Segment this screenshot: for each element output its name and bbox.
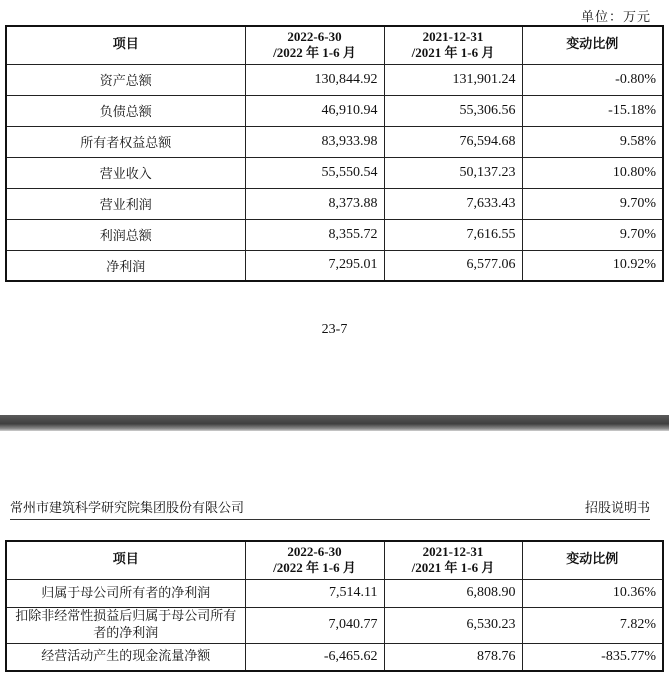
table-row — [6, 219, 663, 250]
row-value-2022: 7,295.01 — [245, 250, 384, 281]
row-label: 利润总额 — [6, 219, 245, 250]
row-label: 扣除非经常性损益后归属于母公司所有者的净利润 — [6, 607, 245, 643]
row-label: 资产总额 — [6, 64, 245, 95]
row-value-2022: 8,373.88 — [245, 188, 384, 219]
table-row — [6, 579, 663, 607]
header-period-2021-range: /2021 年 1-6 月 — [411, 45, 495, 61]
table-row — [6, 64, 663, 95]
header-period-2022 — [245, 26, 384, 64]
page-header — [10, 497, 650, 520]
row-value-2021: 50,137.23 — [384, 157, 522, 188]
row-value-2021: 6,577.06 — [384, 250, 522, 281]
row-change: 9.58% — [522, 126, 663, 157]
header-period-2021-date: 2021-12-31 — [422, 544, 484, 560]
row-value-2021: 131,901.24 — [384, 64, 522, 95]
row-change: 7.82% — [522, 607, 663, 643]
table-row — [6, 157, 663, 188]
unit-label: 单位：万元 — [580, 10, 651, 25]
row-value-2022: 8,355.72 — [245, 219, 384, 250]
header-period-2022-range: /2022 年 1-6 月 — [273, 560, 356, 576]
header-item: 项目 — [6, 26, 245, 64]
row-change: -0.80% — [522, 64, 663, 95]
table-row — [6, 126, 663, 157]
header-period-2022-date: 2022-6-30 — [287, 29, 342, 45]
header-period-2021 — [384, 541, 522, 579]
header-period-2022-range: /2022 年 1-6 月 — [273, 45, 356, 61]
financial-table-bottom — [5, 540, 664, 672]
row-value-2022: 83,933.98 — [245, 126, 384, 157]
row-value-2022: -6,465.62 — [245, 643, 384, 671]
page-separator — [0, 415, 669, 431]
header-item: 项目 — [6, 541, 245, 579]
header-change: 变动比例 — [522, 26, 663, 64]
header-period-2021-range: /2021 年 1-6 月 — [411, 560, 495, 576]
row-change: -835.77% — [522, 643, 663, 671]
row-change: 10.80% — [522, 157, 663, 188]
row-value-2021: 7,633.43 — [384, 188, 522, 219]
header-period-2022 — [245, 541, 384, 579]
table-row — [6, 643, 663, 671]
row-label: 归属于母公司所有者的净利润 — [6, 579, 245, 607]
row-value-2022: 55,550.54 — [245, 157, 384, 188]
table-row — [6, 188, 663, 219]
table-row — [6, 607, 663, 643]
table-row — [6, 95, 663, 126]
row-value-2021: 6,808.90 — [384, 579, 522, 607]
header-period-2022-date: 2022-6-30 — [287, 544, 342, 560]
company-name: 常州市建筑科学研究院集团股份有限公司 — [10, 501, 245, 516]
row-change: 10.92% — [522, 250, 663, 281]
row-label: 营业收入 — [6, 157, 245, 188]
row-change: -15.18% — [522, 95, 663, 126]
row-label: 营业利润 — [6, 188, 245, 219]
header-period-2021 — [384, 26, 522, 64]
row-value-2022: 46,910.94 — [245, 95, 384, 126]
row-label: 所有者权益总额 — [6, 126, 245, 157]
row-value-2021: 76,594.68 — [384, 126, 522, 157]
row-value-2022: 130,844.92 — [245, 64, 384, 95]
row-label: 负债总额 — [6, 95, 245, 126]
row-value-2021: 6,530.23 — [384, 607, 522, 643]
document-type: 招股说明书 — [584, 501, 650, 516]
row-change: 9.70% — [522, 219, 663, 250]
row-change: 10.36% — [522, 579, 663, 607]
row-label: 净利润 — [6, 250, 245, 281]
header-period-2021-date: 2021-12-31 — [422, 29, 484, 45]
row-label: 经营活动产生的现金流量净额 — [6, 643, 245, 671]
row-value-2022: 7,514.11 — [245, 579, 384, 607]
row-change: 9.70% — [522, 188, 663, 219]
row-value-2022: 7,040.77 — [245, 607, 384, 643]
table-header-row — [6, 541, 663, 579]
table-header-row — [6, 26, 663, 64]
table-row — [6, 250, 663, 281]
row-value-2021: 7,616.55 — [384, 219, 522, 250]
row-value-2021: 55,306.56 — [384, 95, 522, 126]
header-change: 变动比例 — [522, 541, 663, 579]
page-number: 23-7 — [321, 322, 348, 337]
financial-table-top — [5, 25, 664, 282]
row-value-2021: 878.76 — [384, 643, 522, 671]
